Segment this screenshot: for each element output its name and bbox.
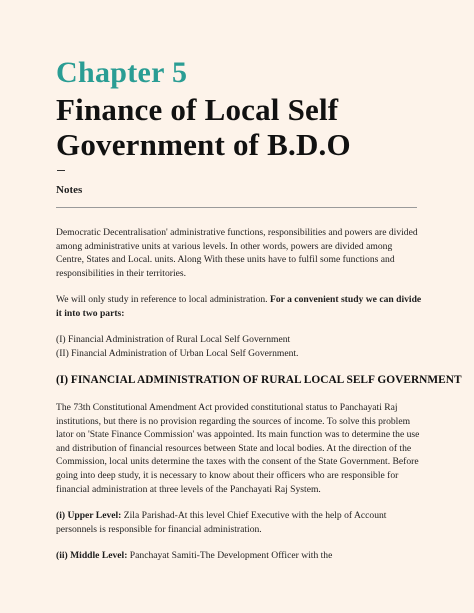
chapter-title-line-1: Finance of Local Self: [56, 92, 339, 127]
study-scope-bold: For a convenient study we can divide it into two parts:: [56, 294, 422, 319]
divider-rule: [56, 207, 417, 208]
middle-level-label: (ii) Middle Level:: [56, 550, 128, 561]
chapter-number: Chapter 5: [56, 56, 188, 89]
study-scope-paragraph: [56, 293, 422, 320]
intro-paragraph: Democratic Decentralisation' administrative functions, responsibilities and powers are divided among administrative units at various levels. In other words, powers are divided among Centre, States and Local. units. Along With these units have to fulfil some functions and responsibilities in their territories.: [56, 227, 418, 279]
amendment-paragraph: The 73th Constitutional Amendment Act provided constitutional status to Panchayati Raj institutions, but there is no provision regarding the sources of income. To solve this problem lator on 'State Finance Commission' was appointed. Its main function was to determine the use and distribution of financial resources between State and local bodies. At the direction of the Commission, local units determine the taxes with the consent of the State Government. Before going into deep study, it is necessary to know about their officers who are responsible for financial administration at three levels of the Panchayati Raj System.: [56, 402, 420, 495]
part-one-item: (I) Financial Administration of Rural Local Self Government: [56, 334, 291, 345]
upper-level-text: Zila Parishad-At this level Chief Executive with the help of Account personnels is responsible for financial administration.: [56, 510, 387, 535]
study-scope-text: We will only study in reference to local administration.: [56, 294, 270, 305]
middle-level-text: Panchayat Samiti-The Development Officer with the: [127, 550, 333, 561]
section-heading: (I) FINANCIAL ADMINISTRATION OF RURAL LOCAL SELF GOVERNMENT: [56, 374, 462, 386]
middle-level-paragraph: [56, 549, 422, 563]
chapter-title-line-2: Government of B.D.O: [56, 127, 351, 162]
part-two-item: (II) Financial Administration of Urban Local Self Government.: [56, 348, 299, 359]
notes-label: Notes: [56, 184, 83, 196]
title-dash: [57, 170, 65, 171]
upper-level-paragraph: [56, 509, 422, 536]
upper-level-label: (i) Upper Level:: [56, 510, 122, 521]
